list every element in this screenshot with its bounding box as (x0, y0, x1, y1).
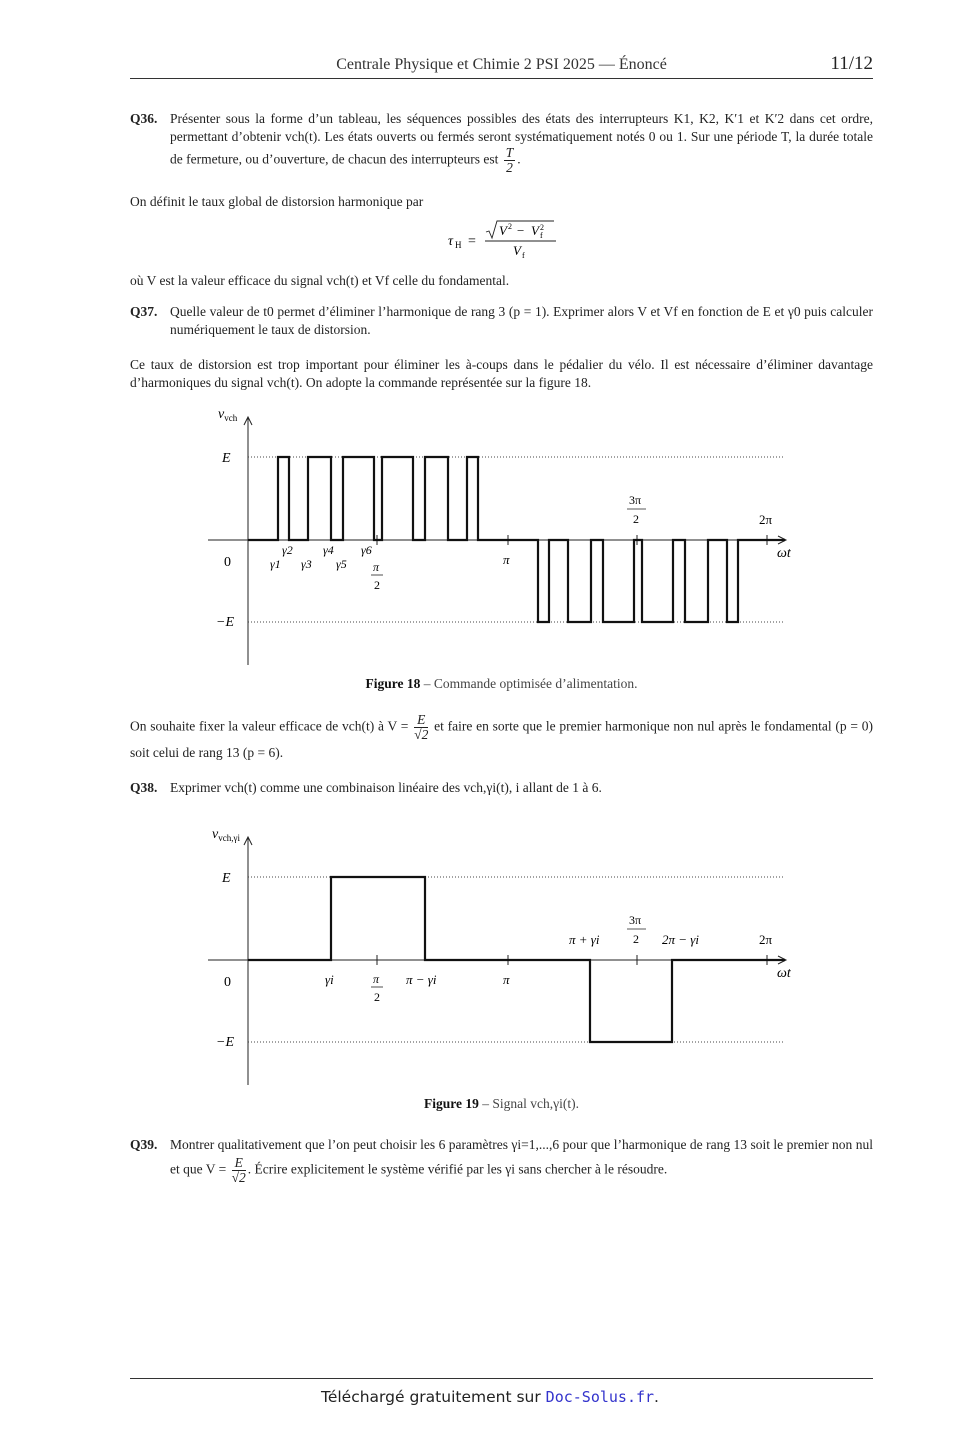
question-label: Q39. (130, 1137, 158, 1152)
header-title: Centrale Physique et Chimie 2 PSI 2025 — Énoncé (336, 56, 667, 73)
paragraph-intro-fig18: Ce taux de distorsion est trop important pour éliminer les à-coups dans le pédalier du vélo. Il est nécessaire d’éliminer davantage d’harmoniques du signal vch(t). On adopte la commande représentée sur la figure 18. (130, 357, 873, 390)
gamma-2-label: γ2 (282, 543, 293, 557)
svg-text:f: f (540, 231, 543, 240)
footer (0, 1388, 980, 1406)
caption-text: – Commande optimisée d’alimentation. (423, 676, 638, 691)
question-36 (130, 110, 873, 175)
two-pi-label: 2π (759, 512, 773, 527)
svg-text:V: V (531, 223, 539, 238)
label-minus-E: −E (216, 615, 234, 630)
svg-text:−: − (517, 223, 525, 238)
svg-text:f: f (522, 251, 525, 260)
doc-solus-link[interactable]: Doc-Solus.fr (545, 1388, 655, 1406)
three-pi-half-num: 3π (629, 913, 642, 927)
question-38-text: Exprimer vch(t) comme une combinaison linéaire des vch,γi(t), i allant de 1 à 6. (170, 780, 602, 795)
pi-half-den: 2 (374, 990, 380, 1004)
gamma-4-label: γ4 (323, 543, 334, 557)
svg-text:V: V (499, 223, 507, 238)
footer-rule (130, 1378, 873, 1379)
svg-text:τ: τ (448, 234, 454, 249)
pi-minus-gamma-label: π − γi (406, 972, 437, 987)
svg-text:V: V (513, 243, 521, 258)
paragraph-fix (130, 713, 873, 764)
pi-half-num: π (373, 560, 380, 574)
question-39-text (170, 1134, 873, 1185)
signal-vch-gamma-i (248, 877, 785, 1042)
figure-18 (200, 400, 800, 670)
gamma-5-label: γ5 (336, 557, 347, 571)
paragraph-where: où V est la valeur efficace du signal vch(t) et Vf celle du fondamental. (130, 273, 510, 288)
gamma-i-label: γi (325, 972, 334, 987)
y-axis-label: $v_{vch}$ (218, 407, 238, 423)
pi-half-num: π (373, 972, 380, 986)
label-E: E (222, 451, 231, 466)
x-axis-label: ωt (777, 546, 791, 561)
figure-18-caption (130, 676, 873, 692)
caption-label: Figure 19 (424, 1096, 479, 1111)
svg-text:=: = (468, 234, 476, 249)
footer-dot: . (654, 1388, 659, 1406)
question-label: Q38. (130, 780, 158, 795)
question-text: Présenter sous la forme d’un tableau, les séquences possibles des états des interrupteurs K1, K2, K′1 et K′2 dans cet ordre, permettant d’obtenir vch(t). Les états ouverts ou fermés seront systématiquement notés 0 ou 1. Sur une période T, la durée totale de fermeture, ou d’ouverture, de chacun des interrupteurs est $\frac{T}{2}$ . (170, 111, 873, 175)
x-axis-label: ωt (777, 966, 791, 981)
svg-text:H: H (455, 240, 462, 250)
y-axis-label: $v_{vch,\gamma i}$ (212, 827, 240, 843)
svg-text:2: 2 (508, 222, 512, 231)
fraction-E-over-sqrt2: $\frac{E}{√2}$ (231, 1155, 246, 1185)
caption-label: Figure 18 (365, 676, 421, 691)
pi-label: π (503, 552, 510, 567)
pi-half-den: 2 (374, 578, 380, 592)
q39-text-2: . Écrire explicitement le système vérifié par les γi sans chercher à le résoudre. (247, 1161, 668, 1177)
pi-plus-gamma-label: π + γi (569, 932, 600, 947)
question-label: Q37. (130, 304, 158, 319)
question-label: Q36. (130, 111, 158, 126)
footer-text: Téléchargé gratuitement sur (321, 1388, 541, 1406)
label-zero: 0 (224, 975, 231, 990)
fraction-T-over-2: $\frac{T}{2}$ (505, 145, 514, 175)
page-header (130, 52, 873, 79)
question-36-text: Présenter sous la forme d’un tableau, les séquences possibles des états des interrupteurs K1, K2, K′1 et K′2 dans cet ordre, permettant d’obtenir vch(t). Les états ouverts ou fermés seront systématiquement notés 0 ou 1. Sur une période T, la durée totale de fermeture, ou d’ouverture, de chacun des interrupteurs est (170, 111, 873, 167)
three-pi-half-den: 2 (633, 512, 639, 526)
svg-text:2: 2 (540, 223, 544, 232)
three-pi-half-den: 2 (633, 932, 639, 946)
three-pi-half-num: 3π (629, 493, 642, 507)
paragraph-definition: On définit le taux global de distorsion harmonique par (130, 194, 424, 209)
gamma-1-label: γ1 (270, 557, 281, 571)
label-E: E (222, 871, 231, 886)
question-37-text: Quelle valeur de t0 permet d’éliminer l’harmonique de rang 3 (p = 1). Exprimer alors V et Vf en fonction de E et γ0 puis calculer numériquement le taux de distorsion. (170, 304, 873, 337)
label-minus-E: −E (216, 1035, 234, 1050)
question-37 (130, 303, 873, 339)
figure-19-caption (130, 1096, 873, 1112)
distortion-equation (440, 218, 580, 260)
pi-label: π (503, 972, 510, 987)
fraction-E-over-sqrt2: $\frac{E}{√2}$ (414, 712, 429, 742)
two-pi-label: 2π (759, 932, 773, 947)
gamma-6-label: γ6 (361, 543, 372, 557)
page-number: 11/12 (830, 53, 873, 74)
fix-text-1: On souhaite fixer la valeur efficace de vch(t) à V = (130, 718, 409, 734)
question-38 (130, 779, 873, 797)
question-39 (130, 1134, 873, 1185)
label-zero: 0 (224, 555, 231, 570)
gamma-3-label: γ3 (301, 557, 312, 571)
two-pi-minus-gamma-label: 2π − γi (662, 932, 700, 947)
fix-text-2: et faire en sorte que le premier harmonique non nul après le fondamental (p = 0) soit celui de rang 13 (p = 6). (130, 718, 874, 760)
caption-text: – Signal vch,γi(t). (482, 1096, 579, 1111)
q39-text-1: Montrer qualitativement que l’on peut choisir les 6 paramètres γi=1,...,6 pour que l’harmonique de rang 13 soit le premier non nul et que V = (170, 1137, 873, 1177)
figure-19 (200, 820, 800, 1090)
